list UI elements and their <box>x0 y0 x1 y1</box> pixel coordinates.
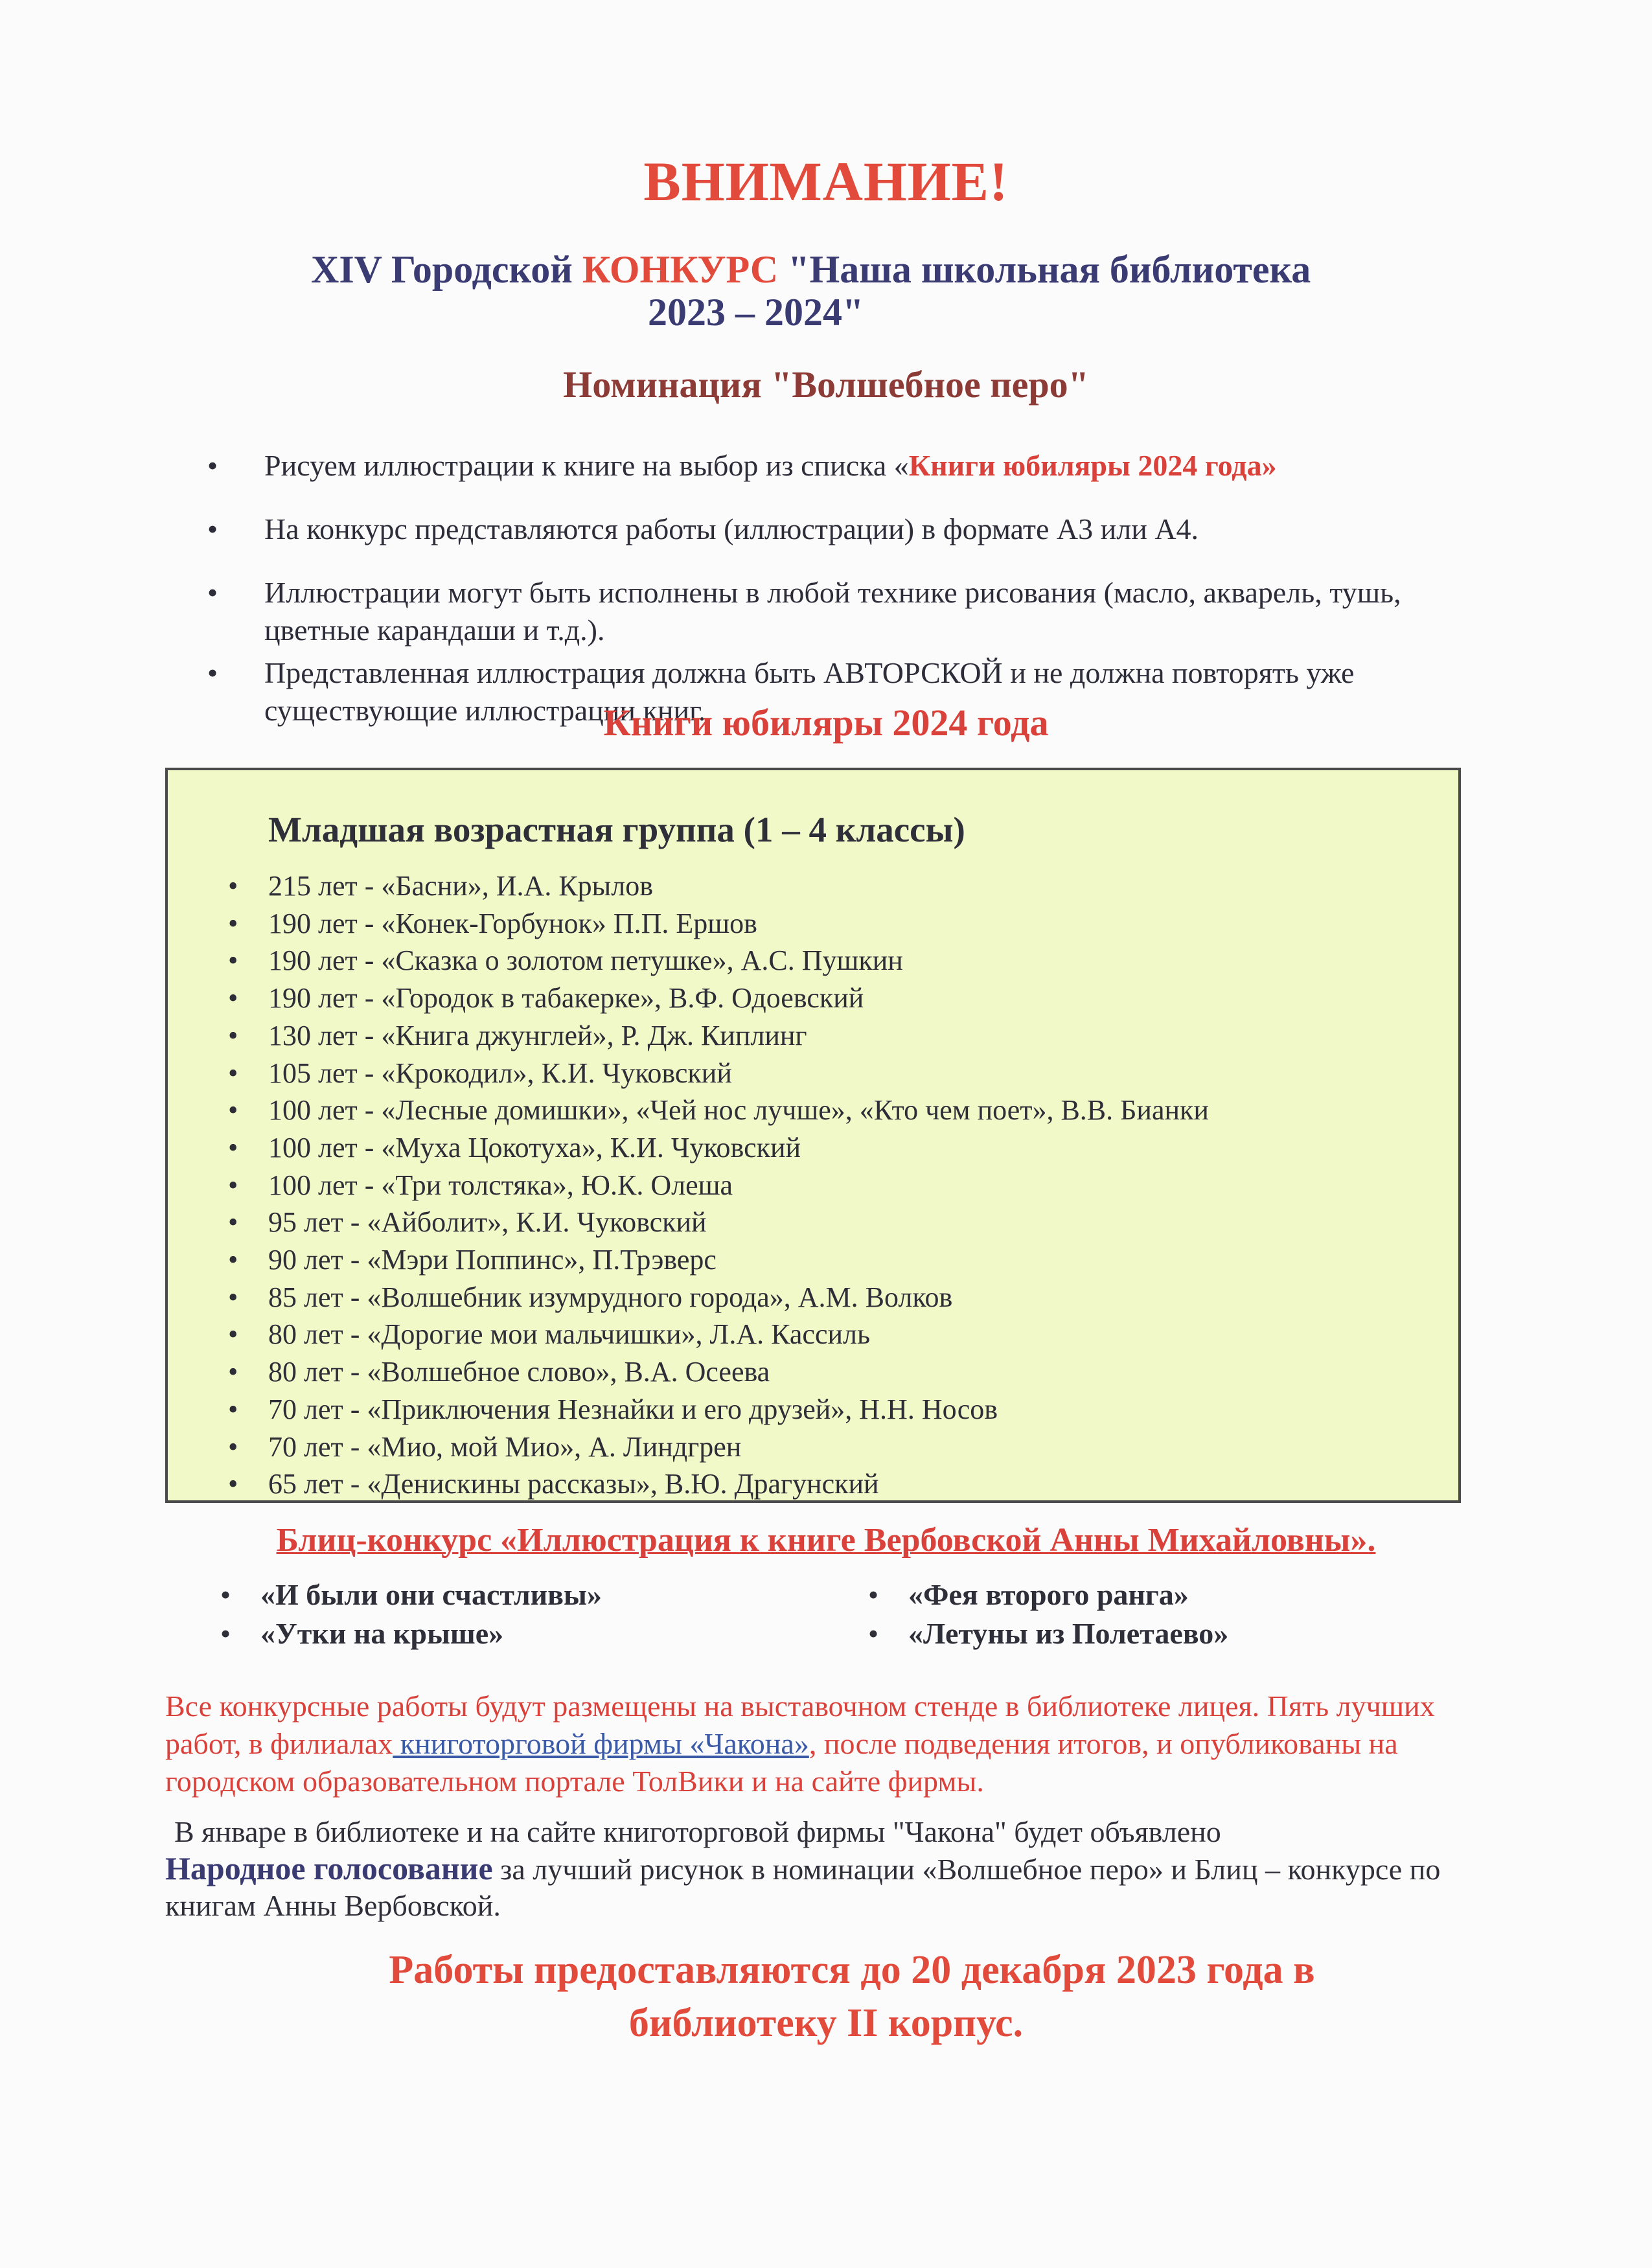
book-item <box>228 1017 1209 1055</box>
bullet-icon: • <box>868 1617 879 1650</box>
books-heading: Книги юбиляры 2024 года <box>603 702 1049 744</box>
deadline-line-2: библиотеку II корпус. <box>628 2001 1024 2045</box>
exhibit-paragraph <box>165 1688 1448 1800</box>
book-item <box>228 1129 1209 1167</box>
bullet-icon: • <box>207 449 218 482</box>
bullet-icon: • <box>228 907 238 939</box>
bullet-icon: • <box>228 1393 238 1425</box>
book-text: 90 лет - «Мэри Поппинс», П.Трэверс <box>268 1244 717 1276</box>
contest-title <box>311 245 1451 294</box>
bullet-icon: • <box>220 1617 231 1650</box>
group-title: Младшая возрастная группа (1 – 4 классы) <box>268 810 965 849</box>
book-text: 100 лет - «Три толстяка», Ю.К. Олеша <box>268 1169 733 1201</box>
book-text: 80 лет - «Волшебное слово», В.А. Осеева <box>268 1356 770 1388</box>
book-text: 105 лет - «Крокодил», К.И. Чуковский <box>268 1057 732 1089</box>
book-text: 100 лет - «Муха Цокотуха», К.И. Чуковский <box>268 1131 801 1163</box>
bullet-icon: • <box>868 1578 879 1611</box>
blitz-book: «Летуны из Полетаево» <box>908 1617 1229 1650</box>
bullet-icon: • <box>207 512 218 545</box>
book-item <box>228 1055 1209 1092</box>
book-item <box>228 1092 1209 1129</box>
book-list <box>228 867 1209 1503</box>
rule-text: Рисуем иллюстрации к книге на выбор из списка « <box>264 449 909 482</box>
book-item <box>228 1465 1209 1503</box>
bullet-icon: • <box>228 1206 238 1239</box>
rules-list <box>207 447 1477 729</box>
rule-item <box>207 574 1477 649</box>
exhibit-text-1: Все конкурсные работы будут размещены на выставочном стенде в библиотеке лицея. Пять лучших работ, в филиалах <box>165 1690 1435 1760</box>
bullet-icon: • <box>228 945 238 977</box>
bullet-icon: • <box>228 1019 238 1051</box>
contest-years: 2023 – 2024" <box>648 291 864 334</box>
rule-text: На конкурс представляются работы (иллюстрации) в формате А3 или А4. <box>264 512 1199 545</box>
vote-line-1: В январе в библиотеке и на сайте книготорговой фирмы "Чакона" будет объявлено <box>174 1815 1221 1848</box>
bullet-icon: • <box>207 656 218 689</box>
bullet-icon: • <box>228 1131 238 1163</box>
book-text: 85 лет - «Волшебник изумрудного города», А.М. Волков <box>268 1281 953 1313</box>
bullet-icon: • <box>228 1281 238 1313</box>
book-text: 80 лет - «Дорогие мои мальчишки», Л.А. Кассиль <box>268 1318 871 1351</box>
rule-item <box>207 447 1477 485</box>
book-text: 130 лет - «Книга джунглей», Р. Дж. Киплинг <box>268 1019 807 1051</box>
rule-text: Представленная иллюстрация должна быть АВТОРСКОЙ и не должна повторять уже существующие иллюстрации книг. <box>264 656 1355 727</box>
book-text: 215 лет - «Басни», И.А. Крылов <box>268 870 653 902</box>
book-item <box>228 1428 1209 1466</box>
contest-word: КОНКУРС <box>582 248 779 291</box>
book-item <box>228 1241 1209 1279</box>
book-text: 70 лет - «Приключения Незнайки и его друзей», Н.Н. Носов <box>268 1393 998 1425</box>
bullet-icon: • <box>207 576 218 609</box>
blitz-book: «Утки на крыше» <box>260 1617 504 1650</box>
blitz-title: Блиц-конкурс «Иллюстрация к книге Вербовской Анны Михайловны». <box>276 1522 1376 1559</box>
bullet-icon: • <box>228 1169 238 1201</box>
bullet-icon: • <box>228 1094 238 1127</box>
blitz-list-right <box>868 1575 1228 1653</box>
bullet-icon: • <box>228 1244 238 1276</box>
deadline-line-1: Работы предоставляются до 20 декабря 2023 года в <box>389 1948 1315 1992</box>
bullet-icon: • <box>228 1318 238 1351</box>
blitz-book: «Фея второго ранга» <box>908 1578 1189 1611</box>
rule-text: Иллюстрации могут быть исполнены в любой технике рисования (масло, акварель, тушь, цветные карандаши и т.д.). <box>264 576 1401 647</box>
blitz-list-left <box>220 1575 602 1653</box>
book-text: 100 лет - «Лесные домишки», «Чей нос лучше», «Кто чем поет», В.В. Бианки <box>268 1094 1209 1127</box>
bullet-icon: • <box>220 1578 231 1611</box>
book-text: 190 лет - «Конек-Горбунок» П.П. Ершов <box>268 907 757 939</box>
blitz-item <box>868 1614 1228 1653</box>
bullet-icon: • <box>228 982 238 1014</box>
book-item <box>228 1279 1209 1316</box>
book-item <box>228 1353 1209 1391</box>
book-text: 95 лет - «Айболит», К.И. Чуковский <box>268 1206 707 1239</box>
book-item <box>228 1167 1209 1204</box>
blitz-item <box>220 1575 602 1614</box>
rule-highlight: Книги юбиляры 2024 года» <box>908 449 1277 482</box>
book-item <box>228 1204 1209 1241</box>
deadline-notice <box>0 1943 1652 2050</box>
chakona-link[interactable]: книготорговой фирмы «Чакона» <box>393 1727 809 1760</box>
bullet-icon: • <box>228 1356 238 1388</box>
book-item <box>228 1316 1209 1353</box>
book-item <box>228 867 1209 905</box>
bullet-icon: • <box>228 1057 238 1089</box>
exhibit-text-2: , после подведения итогов, и опубликованы на городском образовательном портале ТолВики и на сайте фирмы. <box>165 1727 1398 1798</box>
page-title: ВНИМАНИЕ! <box>643 150 1009 212</box>
junior-group-box <box>165 768 1461 1503</box>
rule-item <box>207 510 1477 548</box>
blitz-item <box>868 1575 1228 1614</box>
book-item <box>228 905 1209 943</box>
book-text: 70 лет - «Мио, мой Мио», А. Линдгрен <box>268 1430 742 1463</box>
book-text: 65 лет - «Денискины рассказы», В.Ю. Драгунский <box>268 1468 879 1500</box>
blitz-item <box>220 1614 602 1653</box>
bullet-icon: • <box>228 1468 238 1500</box>
book-text: 190 лет - «Городок в табакерке», В.Ф. Одоевский <box>268 982 864 1014</box>
book-text: 190 лет - «Сказка о золотом петушке», А.С. Пушкин <box>268 945 903 977</box>
bullet-icon: • <box>228 870 238 902</box>
book-item <box>228 942 1209 979</box>
vote-paragraph <box>165 1814 1448 1924</box>
blitz-book: «И были они счастливы» <box>260 1578 602 1611</box>
contest-prefix: XIV Городской <box>311 248 582 291</box>
vote-bold: Народное голосование <box>165 1850 493 1886</box>
book-item <box>228 979 1209 1017</box>
contest-name: "Наша школьная библиотека <box>778 248 1311 291</box>
nomination-title: Номинация "Волшебное перо" <box>563 363 1089 406</box>
vote-rest: за лучший рисунок в номинации «Волшебное перо» и Блиц – конкурсе по книгам Анны Вербовской. <box>165 1853 1441 1922</box>
book-item <box>228 1391 1209 1428</box>
bullet-icon: • <box>228 1430 238 1463</box>
